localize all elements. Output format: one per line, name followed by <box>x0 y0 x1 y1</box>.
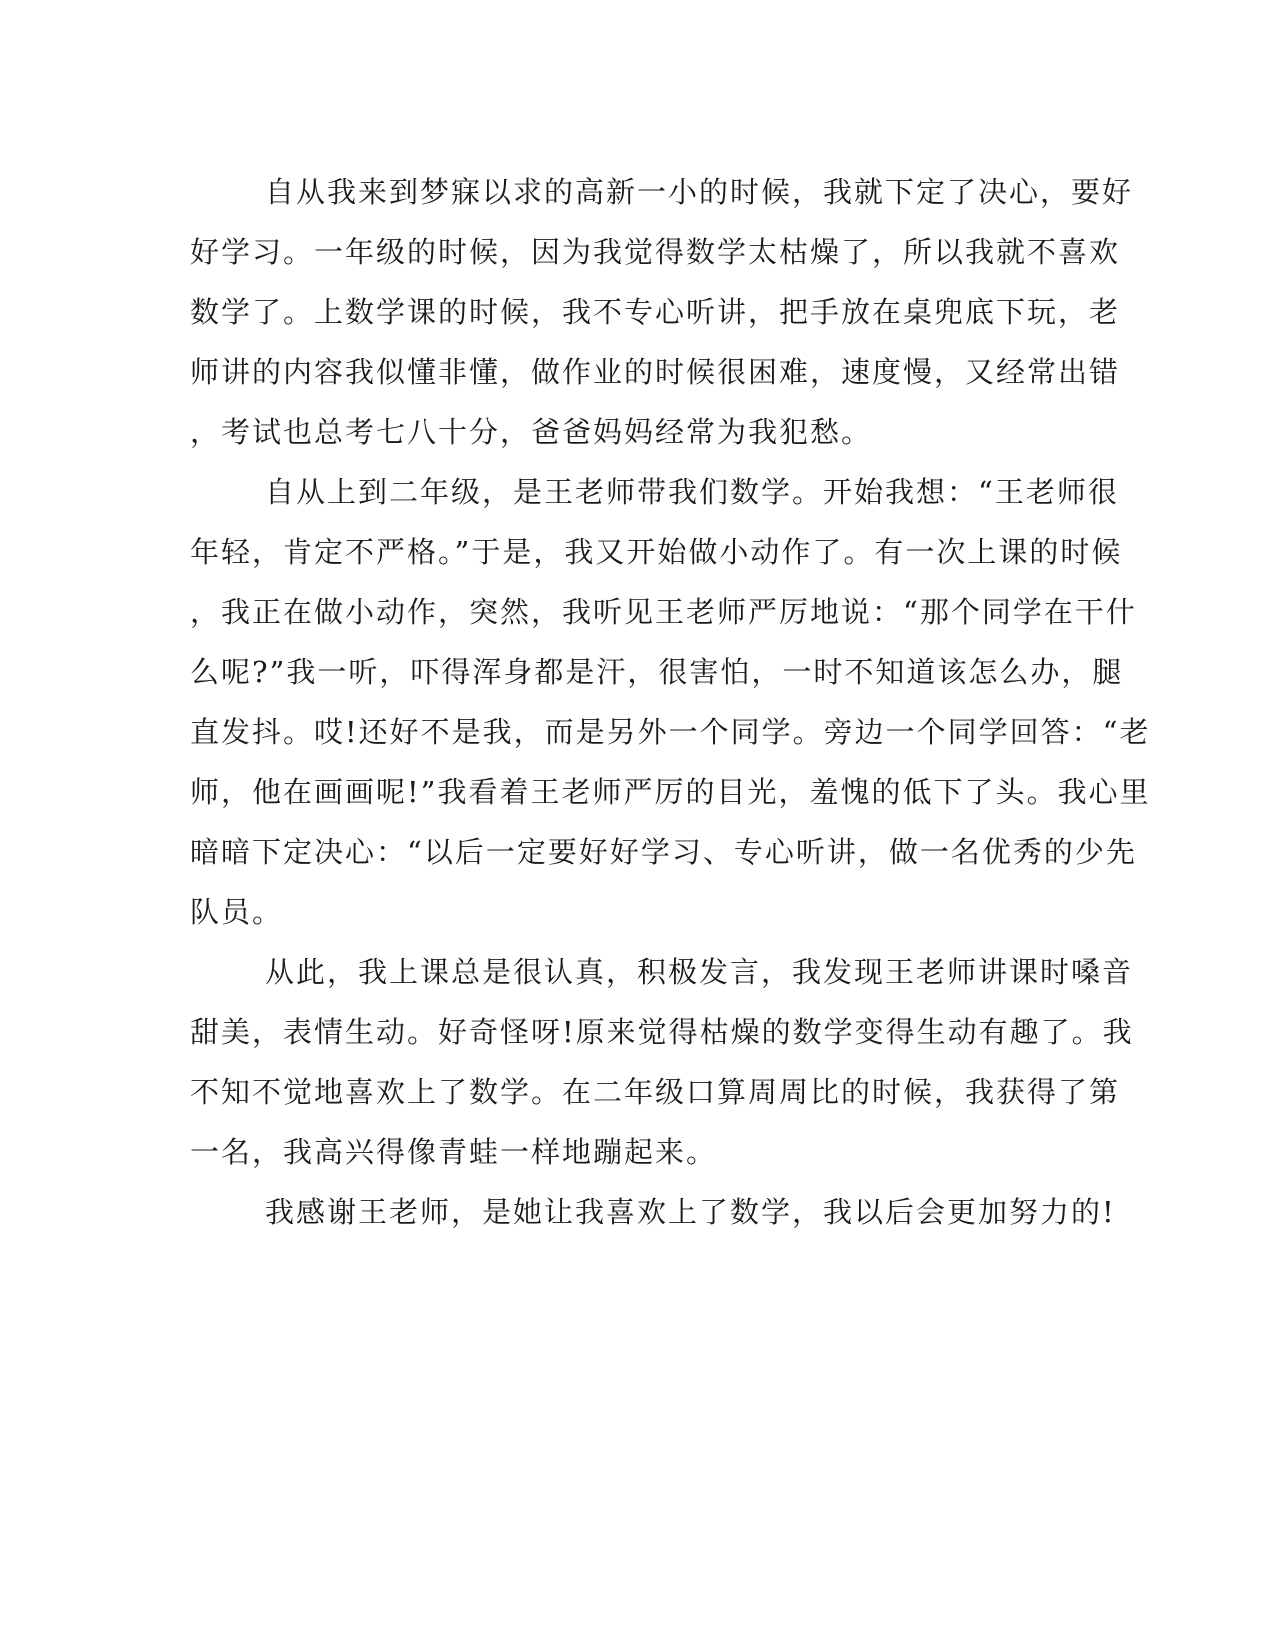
text-line: 一名，我高兴得像青蛙一样地蹦起来。 <box>190 1135 718 1169</box>
text-line: 甜美，表情生动。好奇怪呀!原来觉得枯燥的数学变得生动有趣了。我 <box>190 1015 1134 1049</box>
text-line: 直发抖。哎!还好不是我，而是另外一个同学。旁边一个同学回答：“老 <box>190 715 1151 749</box>
text-line: 暗暗下定决心：“以后一定要好好学习、专心听讲，做一名优秀的少先 <box>190 835 1137 869</box>
text-line: ，考试也总考七八十分，爸爸妈妈经常为我犯愁。 <box>190 415 873 449</box>
text-line: 从此，我上课总是很认真，积极发言，我发现王老师讲课时嗓音 <box>265 955 1134 989</box>
text-line: 我感谢王老师，是她让我喜欢上了数学，我以后会更加努力的! <box>265 1195 1116 1229</box>
text-line: 师讲的内容我似懂非懂，做作业的时候很困难，速度慢，又经常出错 <box>190 355 1121 389</box>
text-line: 数学了。上数学课的时候，我不专心听讲，把手放在桌兜底下玩，老 <box>190 295 1121 329</box>
text-line: ，我正在做小动作，突然，我听见王老师严厉地说：“那个同学在干什 <box>190 595 1137 629</box>
text-line: 不知不觉地喜欢上了数学。在二年级口算周周比的时候，我获得了第 <box>190 1075 1121 1109</box>
text-line: 队员。 <box>190 895 284 929</box>
text-line: 年轻，肯定不严格。”于是，我又开始做小动作了。有一次上课的时候 <box>190 535 1123 569</box>
text-line: 自从上到二年级，是王老师带我们数学。开始我想：“王老师很 <box>265 475 1119 509</box>
text-line: 么呢?”我一听，吓得浑身都是汗，很害怕，一时不知道该怎么办，腿 <box>190 655 1124 689</box>
text-line: 好学习。一年级的时候，因为我觉得数学太枯燥了，所以我就不喜欢 <box>190 235 1121 269</box>
text-line: 自从我来到梦寐以求的高新一小的时候，我就下定了决心，要好 <box>265 175 1134 209</box>
text-line: 师，他在画画呢!”我看着王老师严厉的目光，羞愧的低下了头。我心里 <box>190 775 1151 809</box>
